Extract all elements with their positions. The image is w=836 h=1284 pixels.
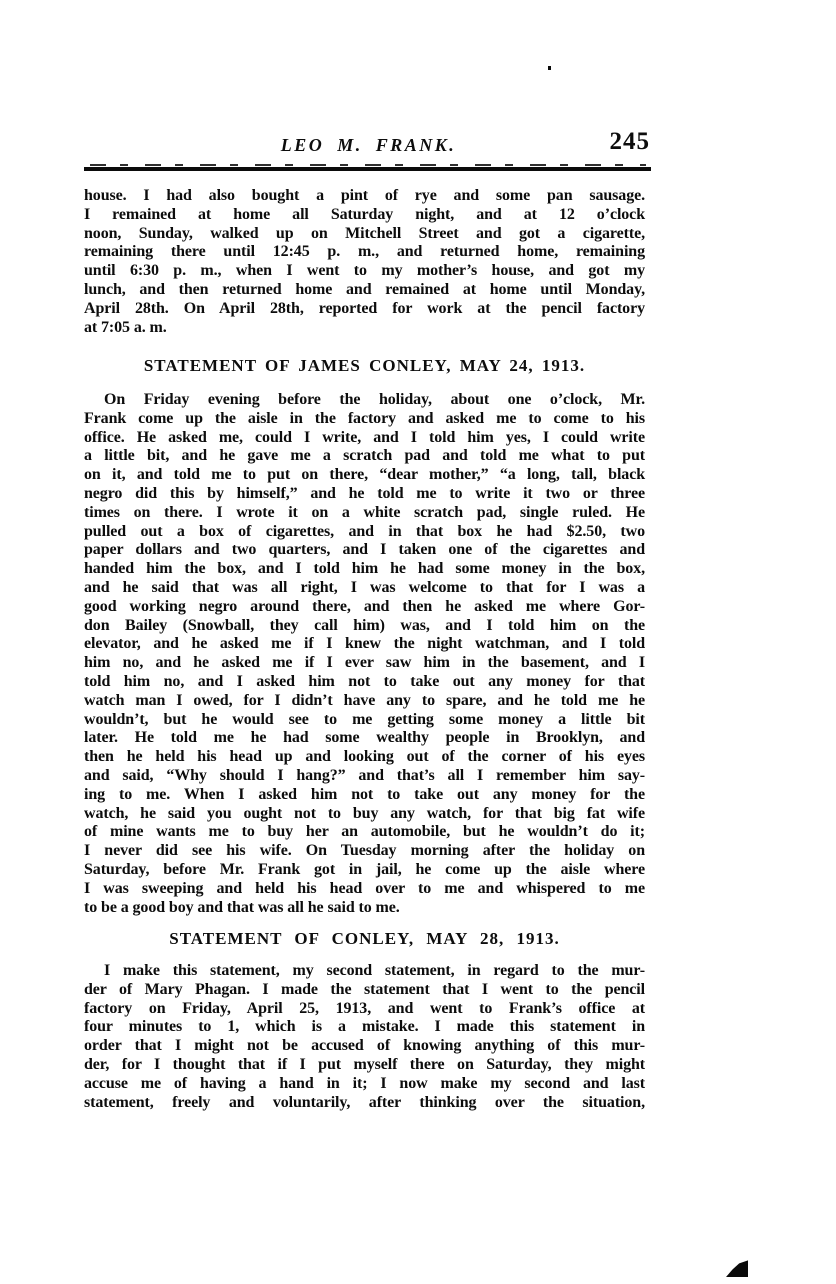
text-line: and said, “Why should I hang?” and that’s all I remember him say- — [84, 766, 645, 784]
page-number: 245 — [609, 128, 650, 155]
text-line: at 7:05 a. m. — [84, 318, 167, 336]
header-rule — [84, 167, 651, 171]
section-heading-conley-may-28: STATEMENT OF CONLEY, MAY 28, 1913. — [169, 929, 560, 948]
paragraph-statement-may-28 — [84, 962, 645, 1112]
text-line: good working negro around there, and then he asked me where Gor- — [84, 597, 645, 615]
text-line: on it, and told me to put on there, “dear mother,” “a long, tall, black — [84, 466, 645, 484]
text-line: a little bit, and he gave me a scratch pad and told me what to put — [84, 447, 645, 465]
text-line: wouldn’t, but he would see to me getting some money a little bit — [84, 710, 645, 728]
text-line: der, for I thought that if I put myself there on Saturday, they might — [84, 1055, 645, 1073]
text-line: ing to me. When I asked him not to take out any money for the — [84, 785, 645, 803]
text-line: watch, he said you ought not to buy any watch, for that big fat wife — [84, 804, 645, 822]
text-line: statement, freely and voluntarily, after thinking over the situation, — [84, 1093, 645, 1111]
text-line: Frank come up the aisle in the factory and asked me to come to his — [84, 409, 645, 427]
text-line: I never did see his wife. On Tuesday morning after the holiday on — [84, 842, 645, 860]
text-line: don Bailey (Snowball, they call him) was, and I told him on the — [84, 616, 645, 634]
text-line: order that I might not be accused of knowing anything of this mur- — [84, 1037, 645, 1055]
running-title: LEO M. FRANK. — [280, 135, 457, 155]
paragraph-statement-may-24 — [84, 391, 645, 917]
text-line: Saturday, before Mr. Frank got in jail, he come up the aisle where — [84, 860, 645, 878]
text-line: handed him the box, and I told him he had some money in the box, — [84, 560, 645, 578]
text-line: On Friday evening before the holiday, about one o’clock, Mr. — [104, 391, 645, 408]
text-line: April 28th. On April 28th, reported for work at the pencil factory — [84, 299, 645, 317]
text-line: four minutes to 1, which is a mistake. I made this statement in — [84, 1018, 645, 1036]
text-line: to be a good boy and that was all he said to me. — [84, 898, 400, 916]
text-line: pulled out a box of cigarettes, and in that box he had $2.50, two — [84, 522, 645, 540]
text-line: elevator, and he asked me if I knew the night watchman, and I told — [84, 635, 645, 653]
text-line: times on there. I wrote it on a white scratch pad, single ruled. He — [84, 503, 645, 521]
text-line: then he held his head up and looking out of the corner of his eyes — [84, 748, 645, 766]
text-line: I was sweeping and held his head over to me and whispered to me — [84, 879, 645, 897]
text-line: later. He told me he had some wealthy people in Brooklyn, and — [84, 729, 645, 747]
text-line: until 6:30 p. m., when I went to my mother’s house, and got my — [84, 262, 645, 280]
scan-artifact-speck — [548, 66, 551, 70]
text-line: der of Mary Phagan. I made the statement that I went to the pencil — [84, 980, 645, 998]
text-line: I make this statement, my second statement, in regard to the mur- — [104, 962, 645, 979]
paragraph-continuation — [84, 187, 645, 337]
text-line: noon, Sunday, walked up on Mitchell Street and got a cigarette, — [84, 224, 645, 242]
text-line: told him no, and I asked him not to take out any money for that — [84, 672, 645, 690]
text-line: him no, and he asked me if I ever saw him in the basement, and I — [84, 654, 645, 672]
text-line: of mine wants me to buy her an automobile, but he wouldn’t do it; — [84, 823, 645, 841]
text-line: house. I had also bought a pint of rye and some pan sausage. — [84, 187, 645, 204]
text-line: lunch, and then returned home and remained at home until Monday, — [84, 280, 645, 298]
text-line: paper dollars and two quarters, and I taken one of the cigarettes and — [84, 541, 645, 559]
text-line: and he said that was all right, I was welcome to that for I was a — [84, 578, 645, 596]
text-line: office. He asked me, could I write, and I told him yes, I could write — [84, 428, 645, 446]
text-line: negro did this by himself,” and he told me to write it two or three — [84, 484, 645, 502]
text-line: I remained at home all Saturday night, and at 12 o’clock — [84, 205, 645, 223]
text-line: factory on Friday, April 25, 1913, and went to Frank’s office at — [84, 999, 645, 1017]
text-line: watch man I owed, for I didn’t have any to spare, and he told me he — [84, 691, 645, 709]
scan-artifact-triangle — [726, 1260, 748, 1277]
section-heading-conley-may-24: STATEMENT OF JAMES CONLEY, MAY 24, 1913. — [143, 356, 586, 375]
text-line: remaining there until 12:45 p. m., and returned home, remaining — [84, 243, 645, 261]
text-line: accuse me of having a hand in it; I now make my second and last — [84, 1074, 645, 1092]
